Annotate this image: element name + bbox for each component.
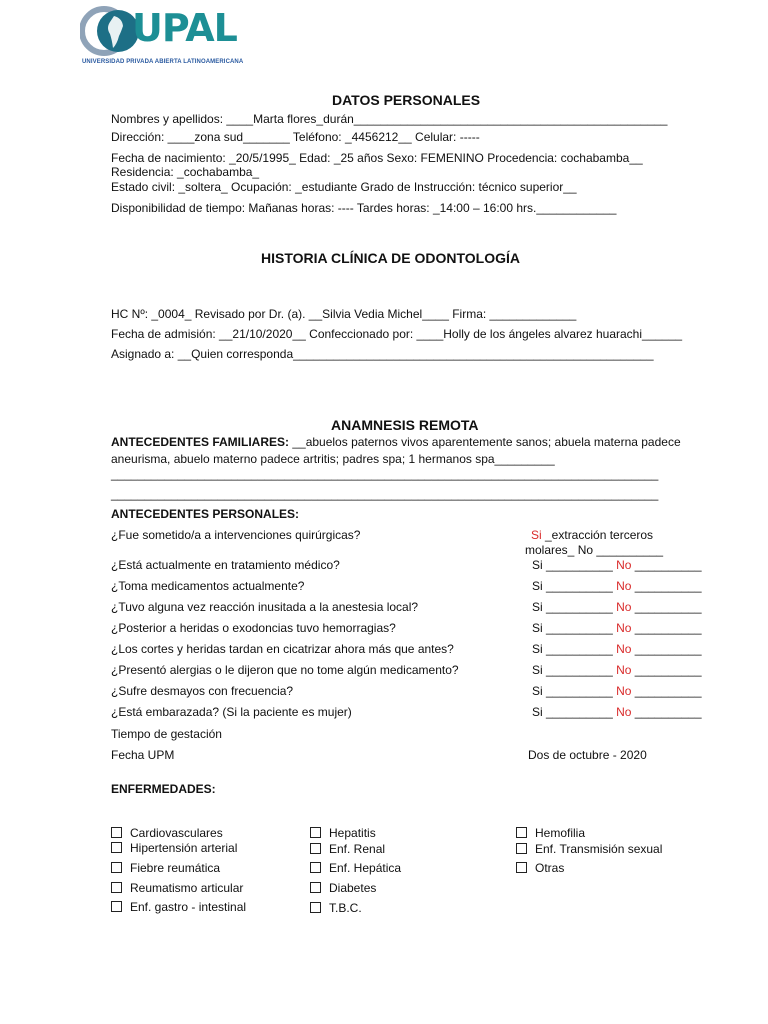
checkbox-icon[interactable] [516,827,527,838]
answer-no-blank: __________ [631,579,702,593]
logo-subtitle: UNIVERSIDAD PRIVADA ABIERTA LATINOAMERICANA [82,59,244,65]
answer-no: No [616,600,632,614]
checkbox-icon[interactable] [310,902,321,913]
disease-label: Enf. gastro - intestinal [130,900,247,914]
disease-label: Reumatismo articular [130,881,244,895]
checkbox-icon[interactable] [111,862,122,873]
checkbox-icon[interactable] [310,882,321,893]
hc-number-field: HC Nº: _0004_ Revisado por Dr. (a). __Silvia Vedia Michel____ Firma: _____________ [111,307,577,321]
disease-item [516,861,564,875]
disease-label: Cardiovasculares [130,826,223,840]
answer-no: No [616,642,632,656]
disease-item [310,901,362,915]
disease-item [310,861,401,875]
family-history-label: ANTECEDENTES FAMILIARES: [111,435,290,449]
name-field: Nombres y apellidos: ____Marta flores_durán_______________________________________________ [111,112,668,126]
answer-si: Si __________ [532,621,613,635]
clinical-history-title: HISTORIA CLÍNICA DE ODONTOLOGÍA [261,250,521,266]
family-history-blank1: __________________________________________________________________________________ [111,467,659,481]
answer-no-blank: __________ [631,642,702,656]
answer-no: No [616,579,632,593]
checkbox-icon[interactable] [111,827,122,838]
personal-data-title: DATOS PERSONALES [332,92,481,108]
answer-no-blank: __________ [631,684,702,698]
checkbox-icon[interactable] [310,827,321,838]
answer-no-blank: __________ [631,663,702,677]
question-text: ¿Tuvo alguna vez reacción inusitada a la anestesia local? [111,600,419,614]
disease-label: Otras [535,861,565,875]
disease-label: Enf. Transmisión sexual [535,842,663,856]
family-history-blank2: __________________________________________________________________________________ [111,487,659,501]
answer-surgery-text: _extracción terceros [541,528,654,542]
answer-no-blank: __________ [631,705,702,719]
answer-surgery-line1 [531,528,653,542]
address-phone-field: Dirección: ____zona sud_______ Teléfono: _4456212__ Celular: ----- [111,130,480,144]
answer-si-no [532,558,702,572]
answer-si: Si __________ [532,684,613,698]
question-text: ¿Toma medicamentos actualmente? [111,579,305,593]
disease-item [111,861,220,875]
disease-item [516,826,585,840]
disease-item [111,900,246,914]
disease-item [310,881,376,895]
checkbox-icon[interactable] [516,862,527,873]
diseases-title: ENFERMEDADES: [111,782,216,796]
answer-si-no [532,663,702,677]
answer-no: No [616,558,632,572]
answer-no-blank: __________ [631,558,702,572]
fum-value: Dos de octubre - 2020 [528,748,647,762]
disease-label: Enf. Hepática [329,861,402,875]
checkbox-icon[interactable] [516,843,527,854]
answer-no: No [616,705,632,719]
disease-label: Hepatitis [329,826,376,840]
answer-si: Si __________ [532,579,613,593]
answer-surgery-si: Si [531,528,542,542]
birth-age-sex-field: Fecha de nacimiento: _20/5/1995_ Edad: _25 años Sexo: FEMENINO Procedencia: cochabamba__ [111,151,643,165]
checkbox-icon[interactable] [111,842,122,853]
disease-label: Enf. Renal [329,842,386,856]
family-history-line1 [111,435,681,449]
residence-field: Residencia: _cochabamba_ [111,165,260,179]
answer-surgery-line2: molares_ No __________ [525,543,664,557]
disease-item [516,842,662,856]
checkbox-icon[interactable] [310,862,321,873]
question-text: ¿Presentó alergias o le dijeron que no tome algún medicamento? [111,663,459,677]
disease-item [310,842,385,856]
question-text: ¿Sufre desmayos con frecuencia? [111,684,294,698]
anamnesis-title: ANAMNESIS REMOTA [331,417,479,433]
answer-si: Si __________ [532,558,613,572]
disease-item [111,841,237,855]
question-surgery: ¿Fue sometido/a a intervenciones quirúrgicas? [111,528,361,542]
checkbox-icon[interactable] [111,882,122,893]
answer-no: No [616,621,632,635]
answer-si: Si __________ [532,705,613,719]
family-history-text: __abuelos paternos vivos aparentemente sanos; abuela materna padece [289,435,681,449]
answer-no: No [616,663,632,677]
disease-label: Hemofilia [535,826,586,840]
answer-si: Si __________ [532,663,613,677]
answer-si-no [532,600,702,614]
personal-history-label: ANTECEDENTES PERSONALES: [111,507,300,521]
answer-no-blank: __________ [631,600,702,614]
answer-si-no [532,642,702,656]
gestation-time-label: Tiempo de gestación [111,727,222,741]
answer-no-blank: __________ [631,621,702,635]
family-history-line2: aneurisma, abuelo materno padece artritis; padres spa; 1 hermanos spa_________ [111,452,555,466]
logo-wordmark: UPAL [132,6,237,50]
answer-si-no [532,579,702,593]
answer-si-no [532,621,702,635]
question-text: ¿Posterior a heridas o exodoncias tuvo hemorragias? [111,621,396,635]
globe-logo-icon [80,6,140,56]
upal-logo [80,6,250,70]
checkbox-icon[interactable] [310,843,321,854]
checkbox-icon[interactable] [111,901,122,912]
assigned-to-field: Asignado a: __Quien corresponda______________________________________________________ [111,347,654,361]
answer-no: No [616,684,632,698]
fum-label: Fecha UPM [111,748,175,762]
question-text: ¿Los cortes y heridas tardan en cicatrizar ahora más que antes? [111,642,454,656]
answer-si: Si __________ [532,642,613,656]
availability-field: Disponibilidad de tiempo: Mañanas horas: ---- Tardes horas: _14:00 – 16:00 hrs.____________ [111,201,617,215]
civil-status-field: Estado civil: _soltera_ Ocupación: _estudiante Grado de Instrucción: técnico superior__ [111,180,577,194]
disease-label: Fiebre reumática [130,861,221,875]
admission-date-field: Fecha de admisión: __21/10/2020__ Confeccionado por: ____Holly de los ángeles alvarez huarachi______ [111,327,683,341]
disease-item [310,826,376,840]
disease-label: Hipertensión arterial [130,841,238,855]
question-text: ¿Está actualmente en tratamiento médico? [111,558,340,572]
question-text: ¿Está embarazada? (Si la paciente es mujer) [111,705,352,719]
answer-si: Si __________ [532,600,613,614]
answer-si-no [532,684,702,698]
disease-item [111,881,243,895]
disease-label: T.B.C. [329,901,362,915]
disease-label: Diabetes [329,881,377,895]
answer-si-no [532,705,702,719]
disease-item [111,826,223,840]
